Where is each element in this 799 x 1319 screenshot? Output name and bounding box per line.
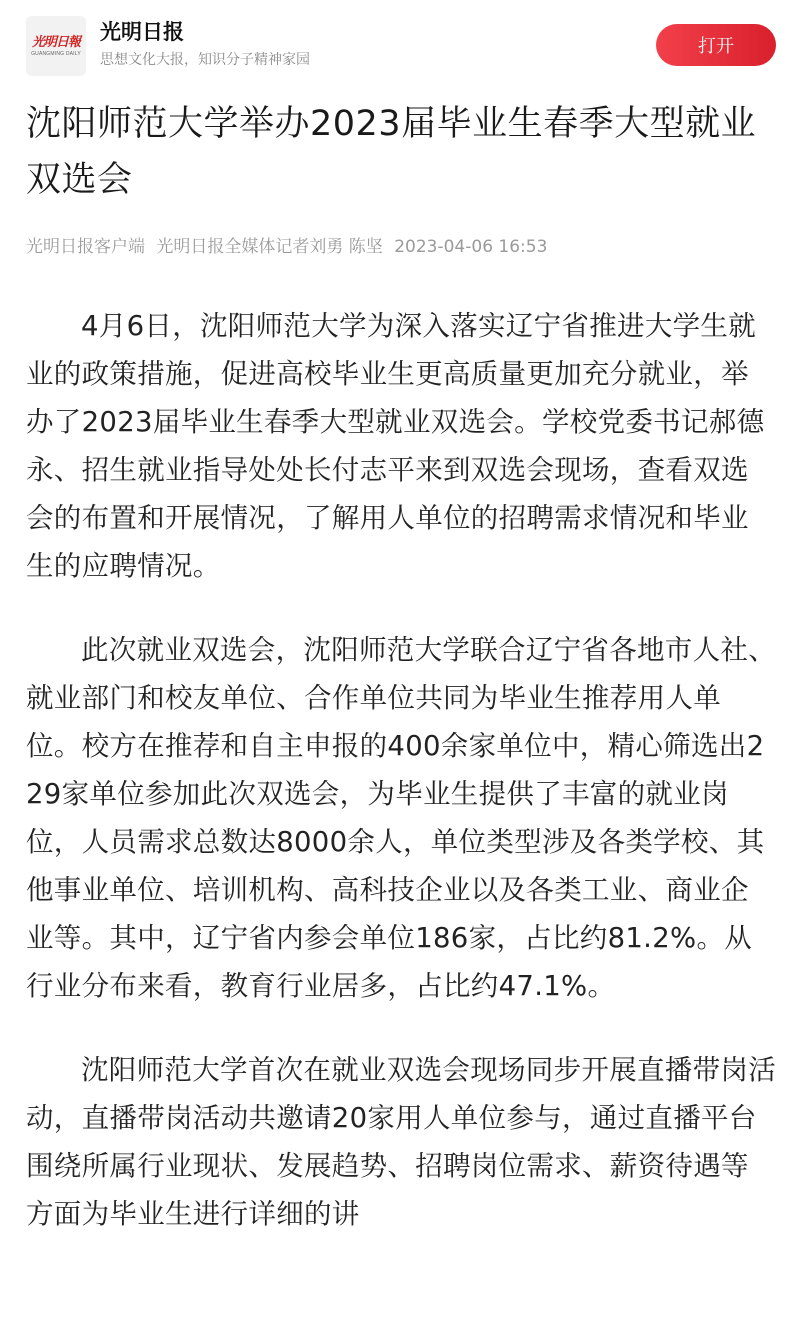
article-meta [26,235,774,259]
article-paragraph: 沈阳师范大学首次在就业双选会现场同步开展直播带岗活动，直播带岗活动共邀请20家用人单位参与，通过直播平台围绕所属行业现状、发展趋势、招聘岗位需求、薪资待遇等方面为毕业生进行详细的讲 [26,1054,776,1230]
article-datetime: 2023-04-06 16:53 [394,237,548,257]
logo-wordmark: 光明日報 [31,34,80,50]
article-paragraph: 4月6日，沈阳师范大学为深入落实辽宁省推进大学生就业的政策措施，促进高校毕业生更高质量更加充分就业，举办了2023届毕业生春季大型就业双选会。学校党委书记郝德永、招生就业指导处处长付志平来到双选会现场，查看双选会的布置和开展情况，了解用人单位的招聘需求情况和毕业生的应聘情况。 [26,310,765,582]
open-app-button[interactable]: 打开 [656,24,776,66]
article-source: 光明日报客户端 [26,237,145,257]
app-download-banner [0,0,799,90]
article-paragraph: 此次就业双选会，沈阳师范大学联合辽宁省各地市人社、就业部门和校友单位、合作单位共同为毕业生推荐用人单位。校方在推荐和自主申报的400余家单位中，精心筛选出229家单位参加此次双选会，为毕业生提供了丰富的就业岗位，人员需求总数达8000余人，单位类型涉及各类学校、其他事业单位、培训机构、高科技企业以及各类工业、商业企业等。其中，辽宁省内参会单位186家，占比约81.2%。从行业分布来看，教育行业居多，占比约47.1%。 [26,634,776,1002]
brand-logo [26,16,86,76]
article-author: 光明日报全媒体记者刘勇 陈坚 [156,237,383,257]
article-body [26,302,776,1274]
brand-name: 光明日报 [100,20,184,44]
article-title: 沈阳师范大学举办2023届毕业生春季大型就业双选会 [26,104,757,200]
logo-subtext: GUANGMING DAILY [31,50,81,57]
brand-slogan: 思想文化大报，知识分子精神家园 [100,52,310,68]
